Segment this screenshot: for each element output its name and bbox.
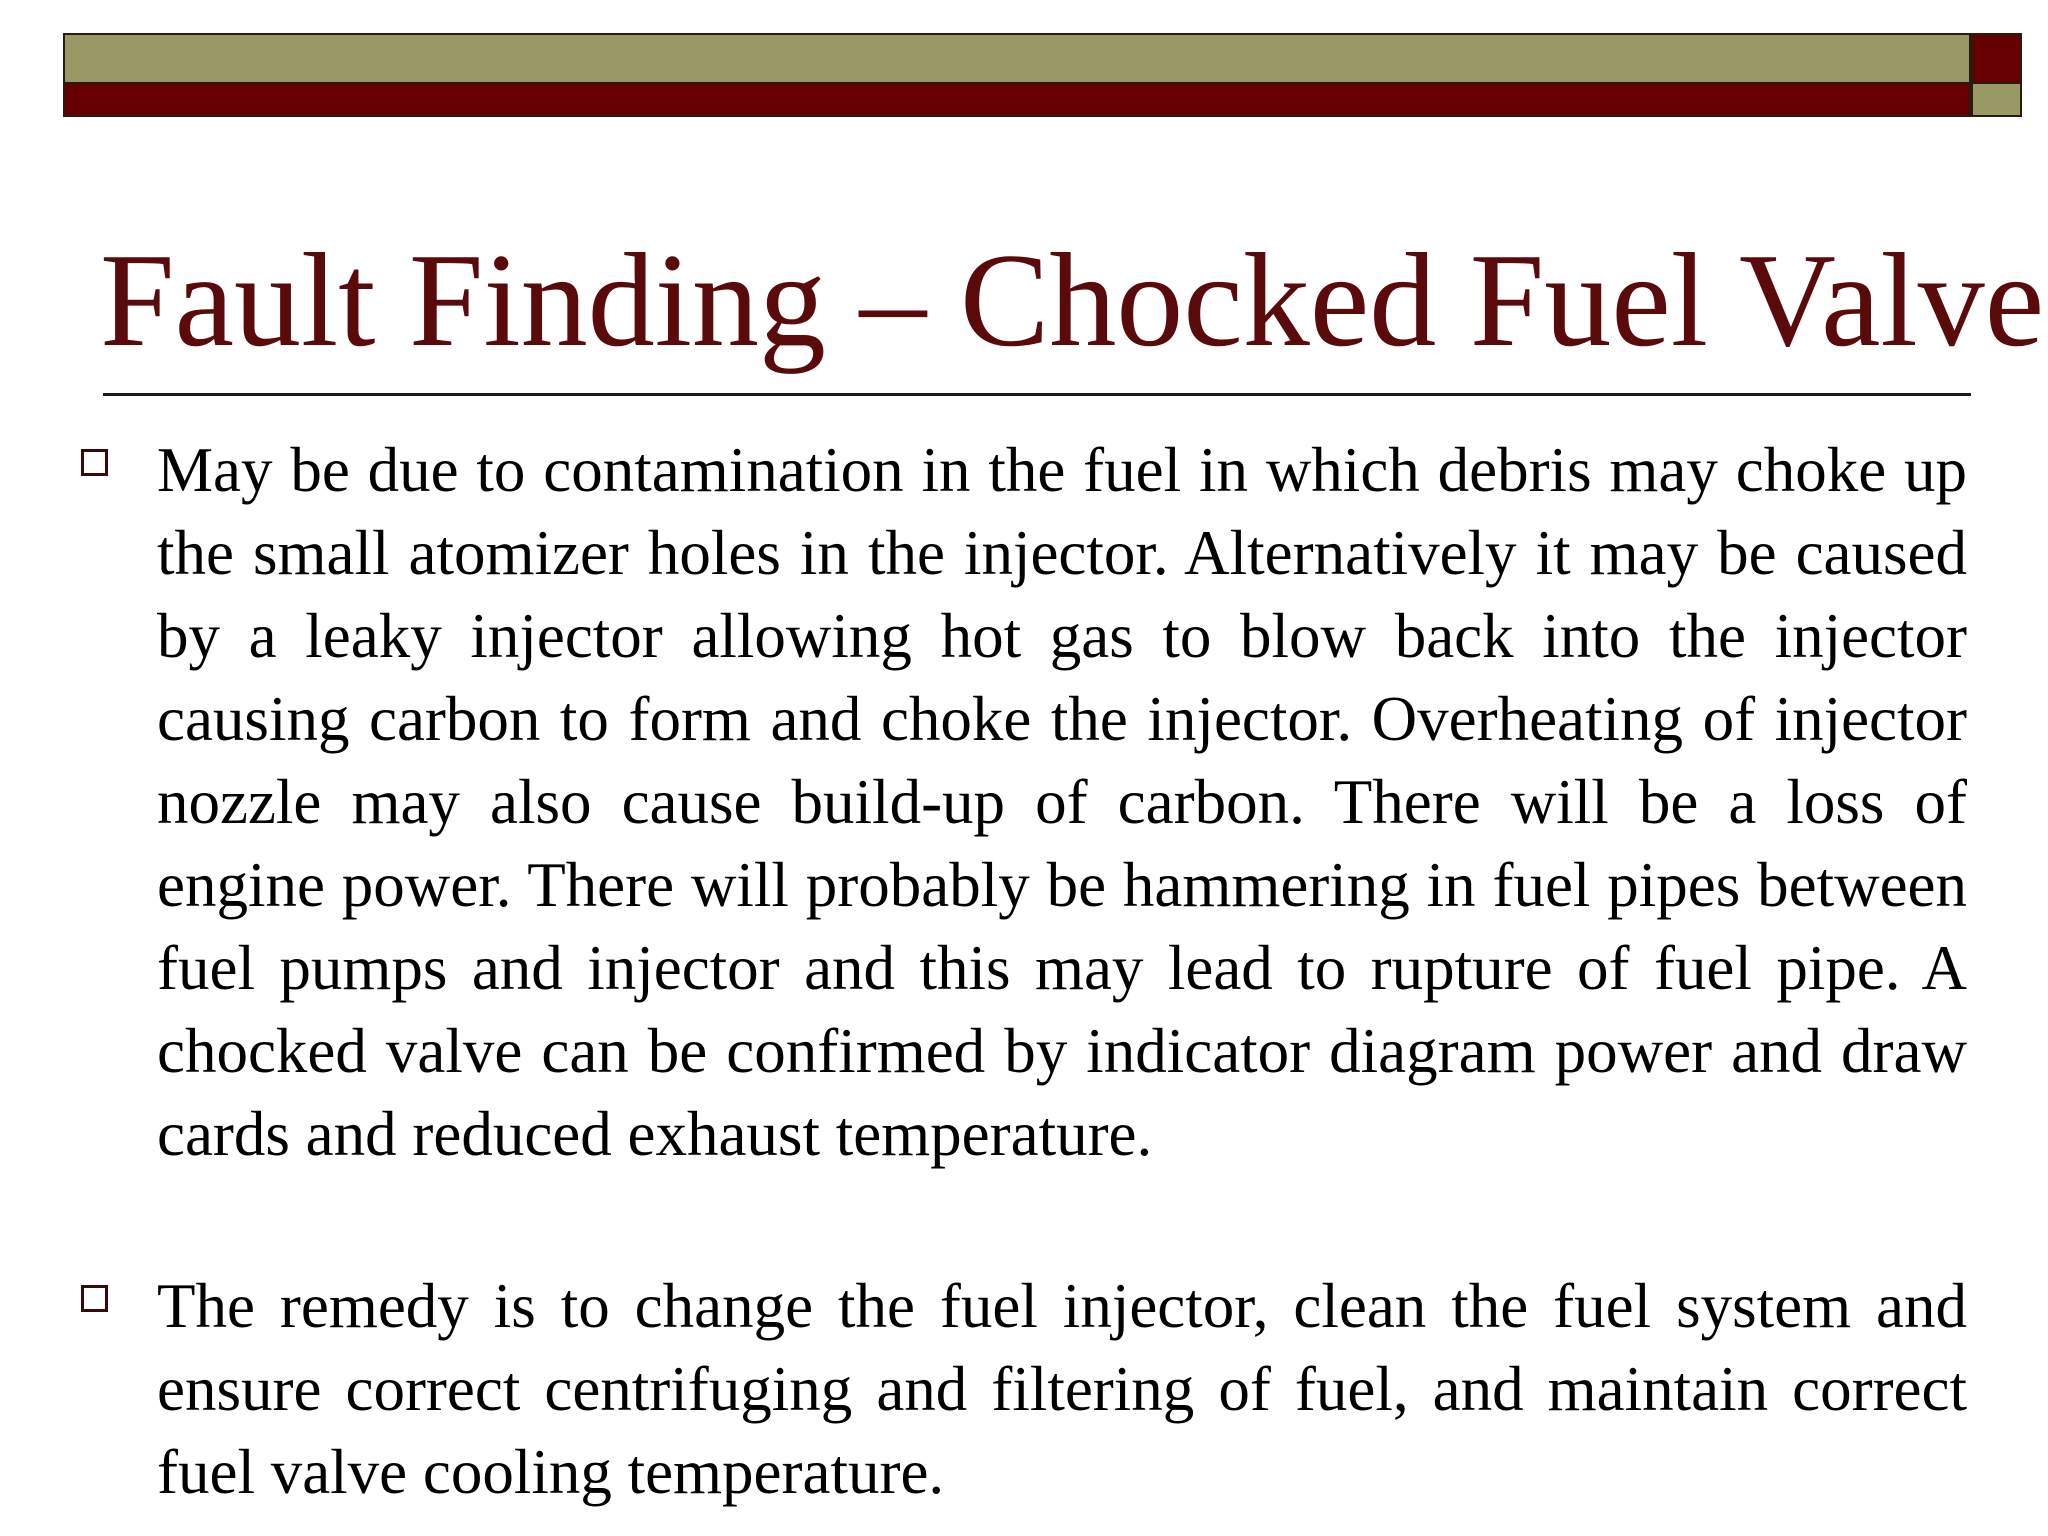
- bullet-item: [157, 1265, 1967, 1514]
- bullet-text: May be due to contamination in the fuel in which debris may choke up the small atomizer holes in the injector. Alternatively it may be caused by a leaky injector allowing hot gas to blow back into the injector causing carbon to form and choke the injector. Overheating of injector nozzle may also cause build-up of carbon. There will be a loss of engine power. There will probably be hammering in fuel pipes between fuel pumps and injector and this may lead to rupture of fuel pipe. A chocked valve can be confirmed by indicator diagram power and draw cards and reduced exhaust temperature.: [157, 435, 1967, 1169]
- slide-title: Fault Finding – Chocked Fuel Valve: [100, 226, 2045, 374]
- hollow-square-icon: [81, 449, 108, 476]
- bullet-text: The remedy is to change the fuel injector, clean the fuel system and ensure correct centrifuging and filtering of fuel, and maintain correct fuel valve cooling temperature.: [157, 1271, 1967, 1507]
- bullet-item: [157, 429, 1967, 1176]
- hollow-square-icon: [81, 1285, 108, 1312]
